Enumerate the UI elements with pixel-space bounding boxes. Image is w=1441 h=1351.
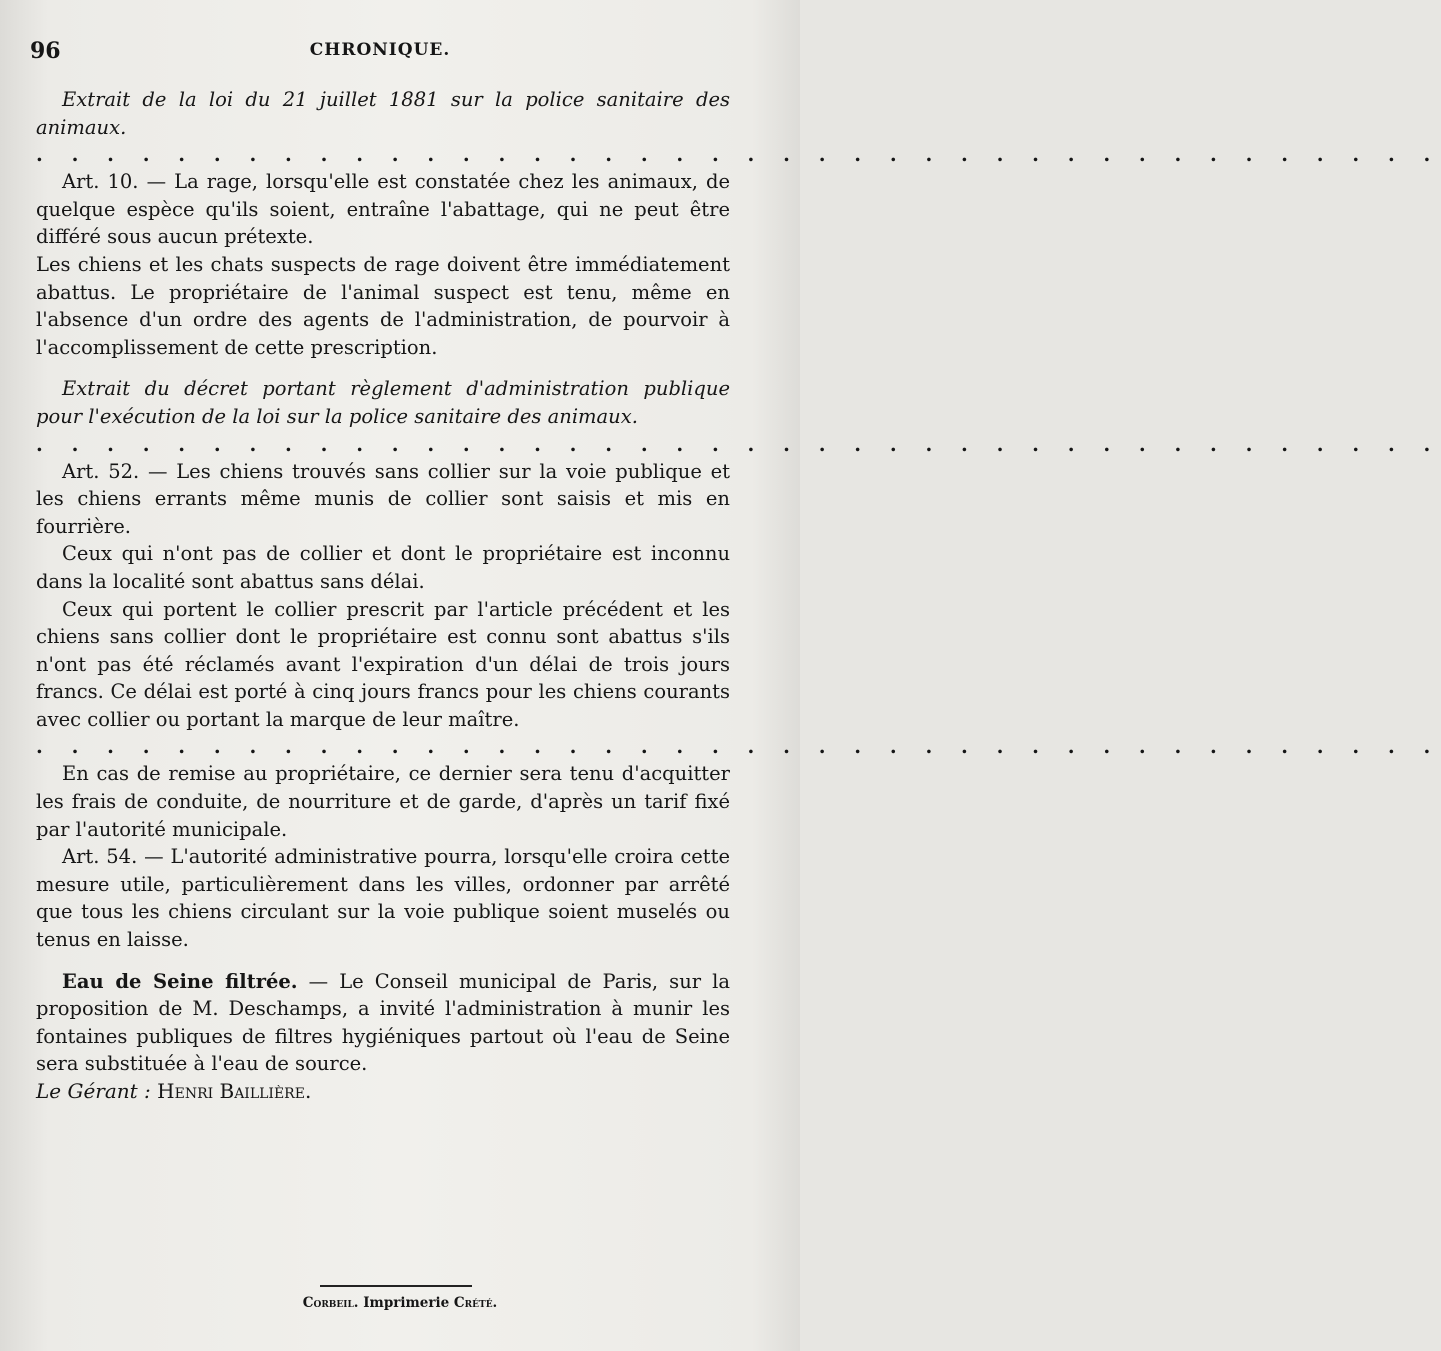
printer-label: Imprimerie [363,1295,450,1311]
page-header [0,38,800,68]
signature-name: Henri Baillière. [157,1079,312,1103]
spacer [36,361,730,375]
omission-dots: . . . . . . . . . . . . . . . . . . . . . . . . . . . . . . . . . . . . . . . . [36,432,1441,456]
decree-paragraph: Ceux qui n'ont pas de collier et dont le propriétaire est inconnu dans la localité sont abattus sans délai. [36,542,730,593]
running-title: CHRONIQUE. [309,40,451,60]
page-number: 96 [30,38,61,64]
article-10: Art. 10. — La rage, lorsqu'elle est constatée chez les animaux, de quelque espèce qu'ils soient, entraîne l'abattage, qui ne peut être différé sous aucun prétexte. [36,170,730,249]
news-item-seine-water [36,968,730,1078]
decree-paragraph: En cas de remise au propriétaire, ce dernier sera tenu d'acquitter les frais de conduite, de nourriture et de garde, d'après un tarif fixé par l'autorité municipale. [36,762,730,841]
spacer [36,954,730,968]
decree-extract-heading: Extrait du décret portant règlement d'administration publique pour l'exécution de la loi sur la police sanitaire des animaux. [36,377,730,428]
decree-paragraph: Ceux qui portent le collier prescrit par l'article précédent et les chiens sans collier dont le propriétaire est connu sont abattus s'ils n'ont pas été réclamés avant l'expiration d'un délai de trois jours francs. Ce délai est porté à cinq jours francs pour les chiens courants avec collier ou portant la marque de leur maître. [36,597,730,731]
news-item-body: — Le Conseil municipal de Paris, sur la proposition de M. Deschamps, a invité l'administration à munir les fontaines publiques de filtres hygiéniques partout où l'eau de Seine sera substituée à l'eau de source. [36,969,730,1076]
page-content [36,86,1441,1106]
signature [36,1078,730,1106]
omission-dots: . . . . . . . . . . . . . . . . . . . . . . . . . . . . . . . . . . . . . . . . [36,143,1441,167]
printer-name: Crété. [453,1295,498,1311]
news-item-title: Eau de Seine filtrée. [62,969,298,993]
signature-label: Le Gérant : [36,1079,151,1103]
footer-rule [320,1285,472,1287]
law-extract-heading: Extrait de la loi du 21 juillet 1881 sur la police sanitaire des animaux. [36,88,730,139]
article-54: Art. 54. — L'autorité administrative pourra, lorsqu'elle croira cette mesure utile, particulièrement dans les villes, ordonner par arrêté que tous les chiens circulant sur la voie publique soient muselés ou tenus en laisse. [36,845,730,952]
law-paragraph: Les chiens et les chats suspects de rage doivent être immédiatement abattus. Le propriétaire de l'animal suspect est tenu, même en l'absence d'un ordre des agents de l'administration, de pourvoir à l'accomplissement de cette prescription. [36,252,730,359]
printer-city: Corbeil. [302,1295,359,1311]
article-52: Art. 52. — Les chiens trouvés sans collier sur la voie publique et les chiens errants même munis de collier sont saisis et mis en fourrière. [36,459,730,538]
omission-dots: . . . . . . . . . . . . . . . . . . . . . . . . . . . . . . . . . . . . . . . . [36,735,1441,759]
printer-imprint [0,1295,800,1311]
